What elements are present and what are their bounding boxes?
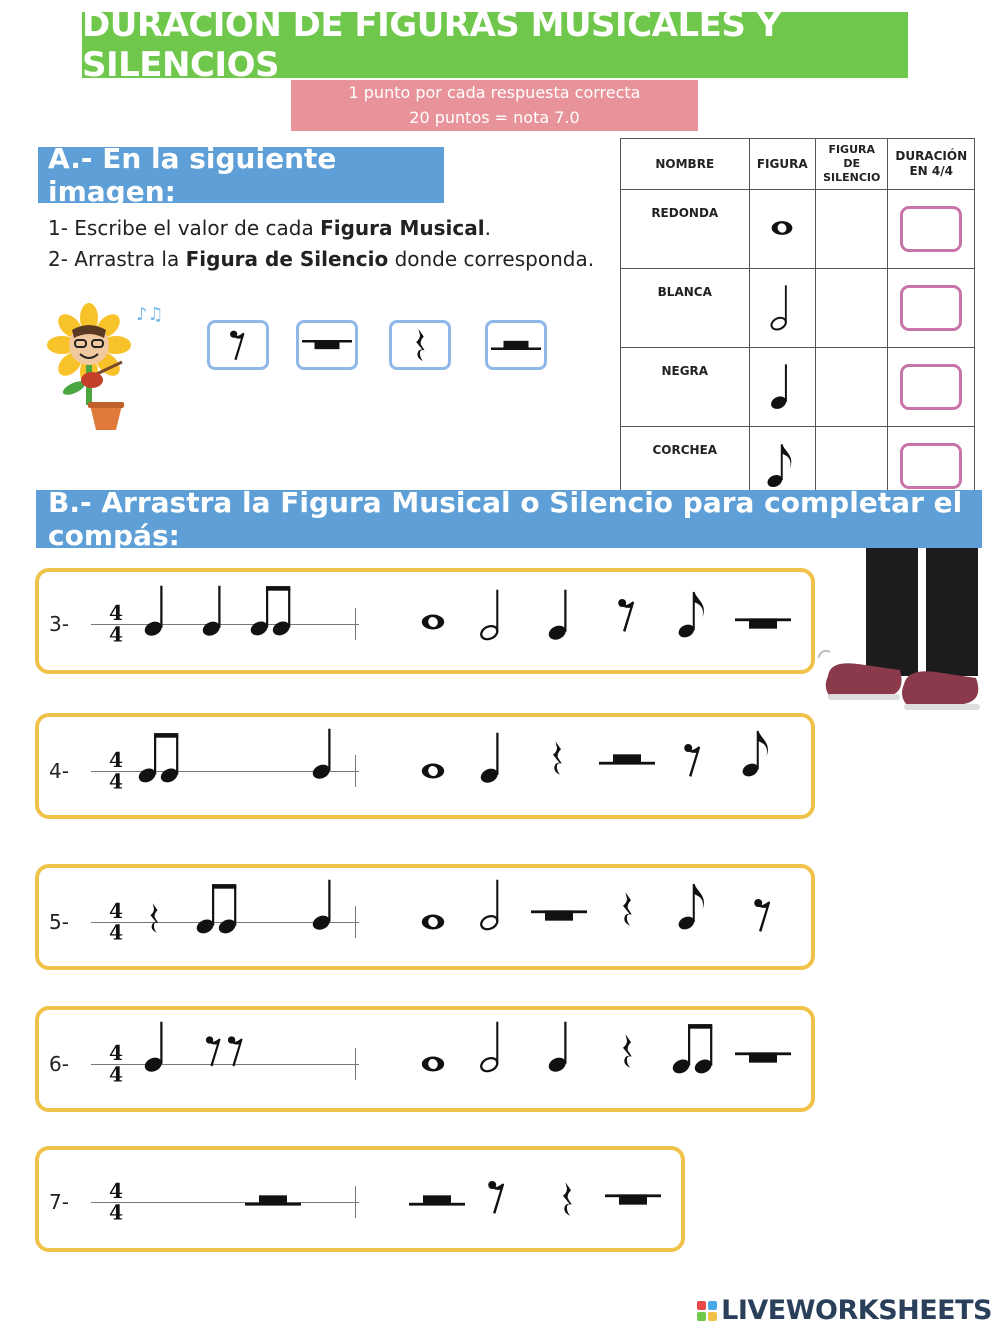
- barline: [355, 1186, 356, 1218]
- drag-half-rest[interactable]: [599, 749, 655, 769]
- drag-eighth-note[interactable]: [677, 586, 711, 642]
- quarter-note-icon: [143, 582, 171, 638]
- drag-quarter-note[interactable]: [547, 586, 575, 642]
- drag-beamed-eighths[interactable]: [671, 1020, 717, 1076]
- row-name: NEGRA: [621, 348, 750, 427]
- liveworksheets-brand[interactable]: [697, 1295, 992, 1326]
- drag-half-rest[interactable]: [409, 1190, 465, 1210]
- quarter-note-icon: [311, 876, 339, 932]
- drag-quarter-note[interactable]: [547, 1018, 575, 1074]
- row-name: BLANCA: [621, 269, 750, 348]
- measure-number: 4-: [49, 759, 69, 783]
- drag-corchea-rest[interactable]: [207, 320, 269, 370]
- staff-line: [91, 1202, 359, 1203]
- sunflower-guitar-mascot: [44, 300, 164, 434]
- header-figura-silencio: FIGURA DE SILENCIO: [815, 139, 887, 190]
- time-signature-icon: [105, 898, 127, 944]
- row-name: REDONDA: [621, 190, 750, 269]
- drag-eighth-rest[interactable]: [485, 1176, 509, 1218]
- liveworksheets-logo-icon: [697, 1301, 717, 1321]
- measure-row-3: [35, 568, 815, 674]
- drag-eighth-note[interactable]: [741, 725, 775, 781]
- drag-whole-note[interactable]: [419, 612, 447, 632]
- duration-cell: [888, 269, 975, 348]
- whole-note-icon: [769, 219, 795, 237]
- whole-rest-icon: [302, 335, 352, 355]
- barline: [355, 608, 356, 640]
- drag-whole-rest[interactable]: [735, 614, 791, 634]
- rest-drop-cell[interactable]: [815, 269, 887, 348]
- half-rest-icon: [245, 1190, 301, 1210]
- duration-cell: [888, 190, 975, 269]
- brand-text: LIVEWORKSHEETS: [721, 1295, 992, 1326]
- scoring-line-1: 1 punto por cada respuesta correcta: [348, 83, 641, 102]
- measure-number: 7-: [49, 1190, 69, 1214]
- header-figura: FIGURA: [749, 139, 815, 190]
- drag-whole-note[interactable]: [419, 1054, 447, 1074]
- eighth-rest-icon: [227, 327, 249, 363]
- beamed-eighths-icon: [249, 582, 295, 638]
- duration-cell: [888, 348, 975, 427]
- drag-redonda-rest[interactable]: [296, 320, 358, 370]
- figure-cell: [749, 348, 815, 427]
- header-nombre: NOMBRE: [621, 139, 750, 190]
- duration-answer-box[interactable]: [900, 285, 962, 331]
- section-a-title: A.- En la siguiente imagen:: [38, 147, 444, 203]
- beamed-eighths-icon: [195, 880, 241, 936]
- row-name: CORCHEA: [621, 427, 750, 506]
- measure-row-4: [35, 713, 815, 819]
- time-signature-icon: [105, 747, 127, 793]
- drag-eighth-rest[interactable]: [751, 894, 775, 936]
- drag-half-note[interactable]: [479, 586, 507, 642]
- svg-text:♪♫: ♪♫: [136, 304, 164, 325]
- quarter-note-icon: [769, 361, 795, 411]
- quarter-rest-icon: [412, 326, 428, 364]
- duration-answer-box[interactable]: [900, 443, 962, 489]
- eighth-rest-icon: [225, 1032, 247, 1070]
- quarter-note-icon: [201, 582, 229, 638]
- table-row: [621, 190, 975, 269]
- quarter-rest-icon: [147, 900, 161, 936]
- drag-whole-note[interactable]: [419, 761, 447, 781]
- worksheet-title: DURACIÓN DE FIGURAS MUSICALES Y SILENCIOS: [82, 12, 908, 78]
- drag-eighth-note[interactable]: [677, 878, 711, 934]
- character-legs-illustration: [818, 548, 998, 728]
- measure-row-7: [35, 1146, 685, 1252]
- quarter-note-icon: [311, 725, 339, 781]
- measure-number: 3-: [49, 612, 69, 636]
- eighth-note-icon: [766, 440, 798, 490]
- time-signature-icon: [105, 1040, 127, 1086]
- measure-row-6: [35, 1006, 815, 1112]
- rest-drop-cell[interactable]: [815, 190, 887, 269]
- time-signature-icon: [105, 1178, 127, 1224]
- scoring-line-2: 20 puntos = nota 7.0: [409, 108, 580, 127]
- table-row: [621, 348, 975, 427]
- measure-row-5: [35, 864, 815, 970]
- drag-eighth-rest[interactable]: [615, 594, 639, 636]
- barline: [355, 755, 356, 787]
- drag-negra-rest[interactable]: [389, 320, 451, 370]
- drag-whole-rest[interactable]: [735, 1048, 791, 1068]
- section-b-title: B.- Arrastra la Figura Musical o Silencio para completar el compás:: [36, 490, 982, 548]
- barline: [355, 1048, 356, 1080]
- instruction-2: 2- Arrastra la Figura de Silencio donde corresponda.: [48, 247, 595, 271]
- duration-answer-box[interactable]: [900, 206, 962, 252]
- header-duracion: DURACIÓN EN 4/4: [888, 139, 975, 190]
- eighth-rest-icon: [203, 1032, 225, 1070]
- drag-whole-note[interactable]: [419, 912, 447, 932]
- duration-answer-box[interactable]: [900, 364, 962, 410]
- drag-half-note[interactable]: [479, 876, 507, 932]
- time-signature-icon: [105, 600, 127, 646]
- quarter-note-icon: [143, 1018, 171, 1074]
- drag-quarter-rest[interactable]: [619, 888, 635, 930]
- measure-number: 5-: [49, 910, 69, 934]
- drag-quarter-rest[interactable]: [619, 1030, 635, 1072]
- half-rest-icon: [491, 335, 541, 355]
- drag-quarter-rest[interactable]: [549, 737, 565, 779]
- drag-whole-rest[interactable]: [531, 906, 587, 926]
- duration-table: [620, 138, 975, 506]
- table-row: [621, 269, 975, 348]
- figure-cell: [749, 269, 815, 348]
- figure-cell: [749, 190, 815, 269]
- drag-blanca-rest[interactable]: [485, 320, 547, 370]
- barline: [355, 906, 356, 938]
- half-note-icon: [769, 282, 795, 332]
- drag-whole-rest[interactable]: [605, 1190, 661, 1210]
- instruction-1: 1- Escribe el valor de cada Figura Musical.: [48, 216, 491, 240]
- drag-half-note[interactable]: [479, 1018, 507, 1074]
- beamed-eighths-icon: [137, 729, 183, 785]
- measure-number: 6-: [49, 1052, 69, 1076]
- scoring-note: [291, 80, 698, 131]
- drag-quarter-note[interactable]: [479, 729, 507, 785]
- drag-eighth-rest[interactable]: [681, 739, 705, 781]
- rest-drop-cell[interactable]: [815, 348, 887, 427]
- drag-quarter-rest[interactable]: [559, 1178, 575, 1220]
